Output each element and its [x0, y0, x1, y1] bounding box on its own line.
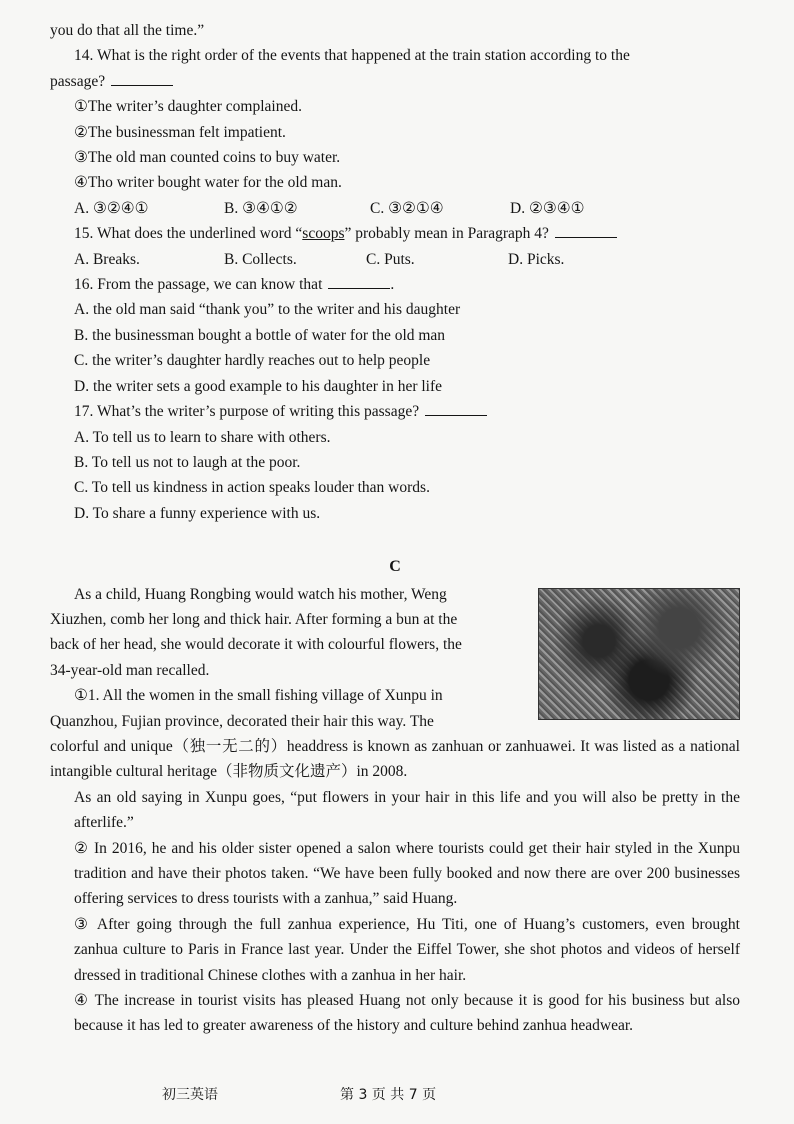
paragraph: As an old saying in Xunpu goes, “put flowers in your hair in this life and you will also be pretty in the afterlife.”: [74, 788, 740, 832]
q14-stem-cont: passage?: [50, 69, 740, 94]
q15-option-b[interactable]: B. Collects.: [224, 250, 297, 268]
question-16: [50, 272, 740, 399]
paragraph-line: ①1. All the women in the small fishing village of Xunpu in: [74, 687, 443, 705]
q14-option-a[interactable]: A. ③②④①: [74, 199, 149, 217]
q15-option-a[interactable]: A. Breaks.: [74, 250, 140, 268]
q16-stem: 16. From the passage, we can know that .: [74, 276, 395, 294]
q17-option-d[interactable]: D. To share a funny experience with us.: [74, 504, 321, 522]
continued-text: you do that all the time.”: [50, 22, 205, 39]
q17-option-c[interactable]: C. To tell us kindness in action speaks louder than words.: [74, 479, 430, 497]
q17-option-a[interactable]: A. To tell us to learn to share with others.: [74, 428, 331, 446]
passage-c: [50, 582, 740, 1039]
paragraph-line: Xiuzhen, comb her long and thick hair. After forming a bun at the: [50, 610, 458, 628]
question-15: [50, 221, 740, 272]
q16-option-d[interactable]: D. the writer sets a good example to his daughter in her life: [74, 377, 443, 395]
answer-blank[interactable]: [328, 274, 390, 289]
worksheet-page: [50, 18, 740, 1039]
question-14: [50, 43, 740, 221]
headdress-photo: [538, 588, 740, 720]
question-17: [50, 399, 740, 526]
paragraph: colorful and unique（独一无二的）headdress is known as zanhuan or zanhuawei. It was listed as a national intangible cultural heritage（非物质文化遗产）in 2008.: [50, 737, 740, 781]
answer-blank[interactable]: [111, 71, 173, 86]
underlined-word: scoops: [302, 225, 345, 243]
answer-blank[interactable]: [555, 223, 617, 238]
answer-blank[interactable]: [425, 401, 487, 416]
q17-stem: 17. What’s the writer’s purpose of writing this passage?: [50, 399, 740, 424]
footer-subject: 初三英语: [162, 1087, 218, 1103]
q14-option-d[interactable]: D. ②③④①: [510, 199, 585, 217]
q14-item: ②The businessman felt impatient.: [74, 123, 286, 141]
q14-item: ①The writer’s daughter complained.: [74, 98, 302, 116]
paragraph-line: 34-year-old man recalled.: [50, 661, 210, 679]
page-number: 第 3 页 共 7 页: [340, 1087, 437, 1103]
q16-option-b[interactable]: B. the businessman bought a bottle of water for the old man: [74, 326, 446, 344]
paragraph-line: Quanzhou, Fujian province, decorated their hair this way. The: [50, 712, 434, 730]
q14-option-c[interactable]: C. ③②①④: [370, 199, 444, 217]
q14-option-b[interactable]: B. ③④①②: [224, 199, 298, 217]
paragraph: ③ After going through the full zanhua experience, Hu Titi, one of Huang’s customers, even brought zanhua culture to Paris in France last year. Under the Eiffel Tower, she shot photos and videos of herself dressed in traditional Chinese clothes with a zanhua in her hair.: [74, 915, 740, 984]
q14-options: [50, 196, 740, 221]
q17-option-b[interactable]: B. To tell us not to laugh at the poor.: [74, 453, 301, 471]
q14-stem: 14. What is the right order of the events that happened at the train station according to the: [74, 47, 630, 65]
q15-option-d[interactable]: D. Picks.: [508, 250, 565, 268]
q14-item: ③The old man counted coins to buy water.: [74, 149, 341, 167]
q14-item: ④Tho writer bought water for the old man.: [74, 174, 342, 192]
q15-stem: 15. What does the underlined word “scoops” probably mean in Paragraph 4?: [50, 221, 740, 246]
paragraph: ② In 2016, he and his older sister opened a salon where tourists could get their hair styled in the Xunpu tradition and have their photos taken. “We have been fully booked and now there are over 200 businesses offering services to dress tourists with a zanhua,” said Huang.: [74, 839, 740, 908]
q15-option-c[interactable]: C. Puts.: [366, 250, 415, 268]
paragraph-line: As a child, Huang Rongbing would watch his mother, Weng: [74, 585, 447, 603]
paragraph: ④ The increase in tourist visits has pleased Huang not only because it is good for his business but also because it has led to greater awareness of the history and culture behind zanhua headwear.: [74, 992, 740, 1035]
section-heading: C: [389, 558, 401, 576]
q16-option-c[interactable]: C. the writer’s daughter hardly reaches out to help people: [74, 352, 431, 370]
q15-options: [50, 247, 740, 272]
q16-option-a[interactable]: A. the old man said “thank you” to the writer and his daughter: [74, 301, 461, 319]
paragraph-line: back of her head, she would decorate it with colourful flowers, the: [50, 636, 462, 654]
